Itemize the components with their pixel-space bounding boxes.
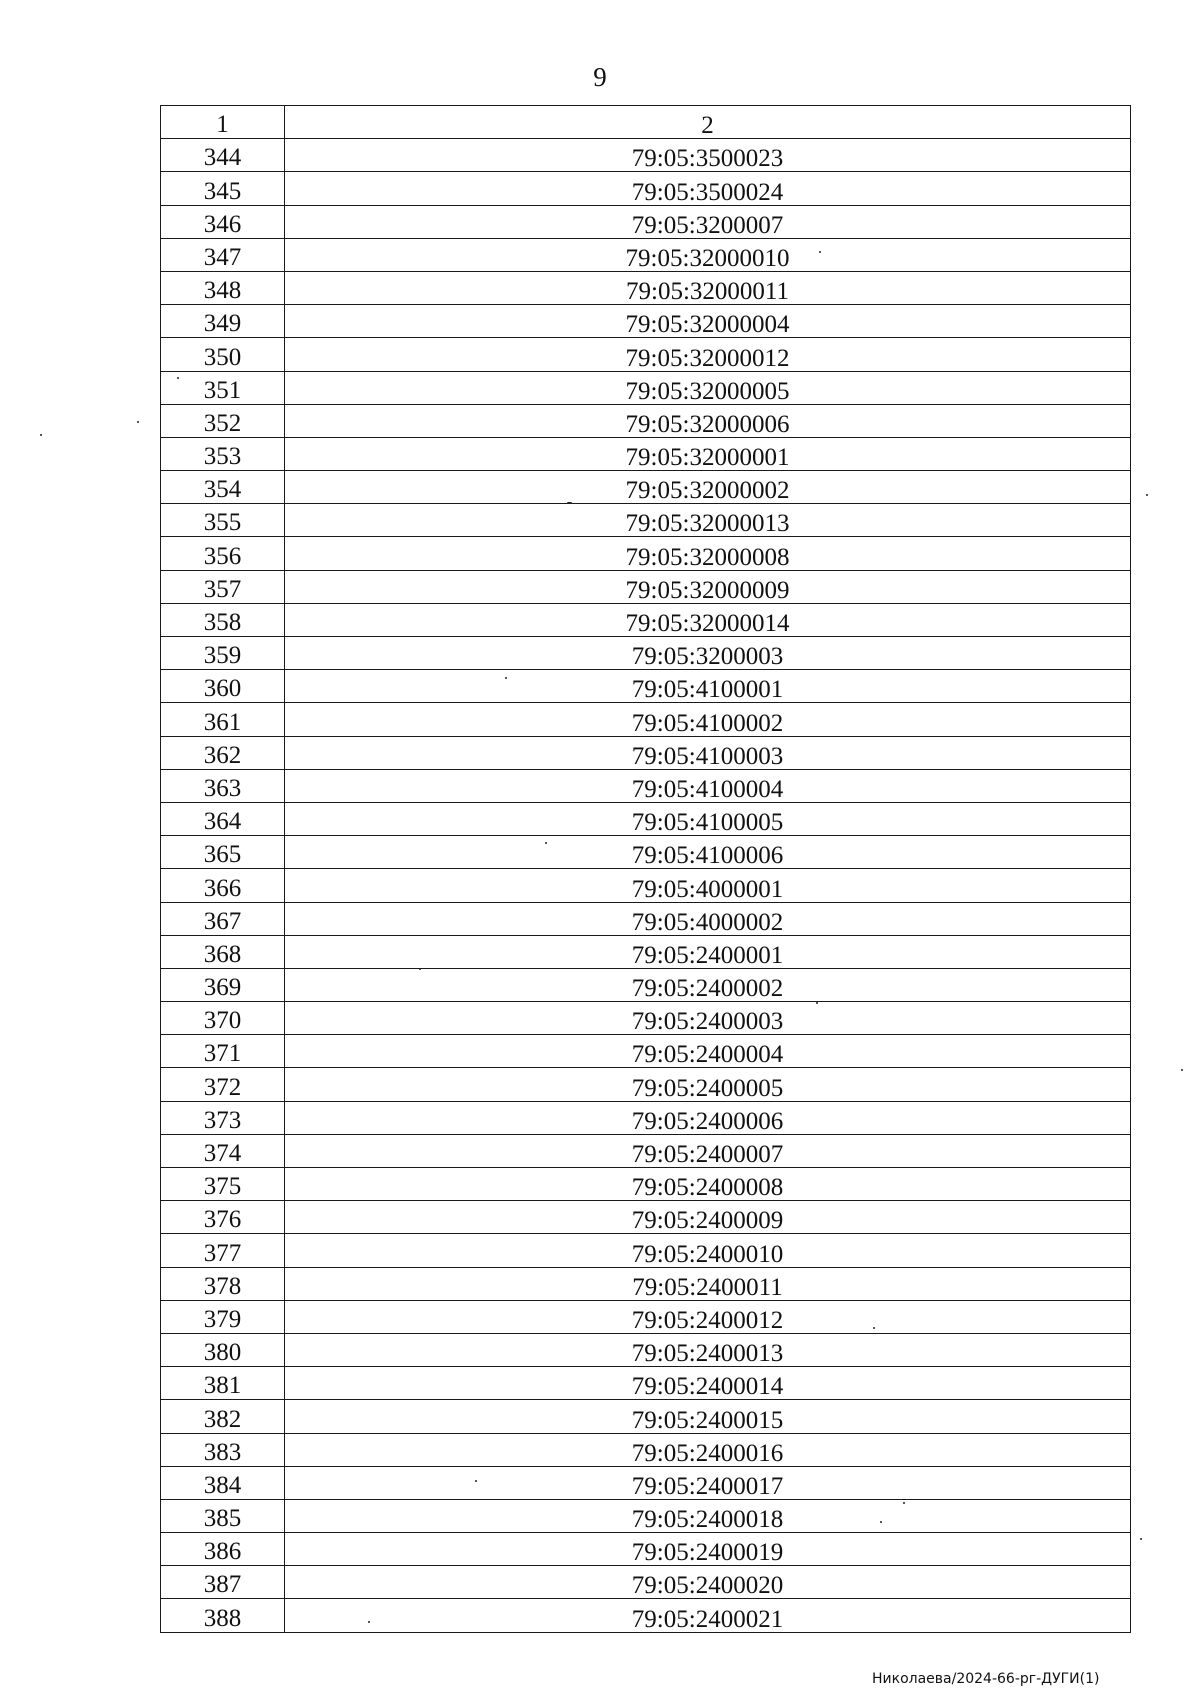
row-number-cell: 371 <box>161 1035 285 1068</box>
row-number-cell: 377 <box>161 1234 285 1267</box>
cadastral-number-cell: 79:05:4000002 <box>285 902 1131 935</box>
table-row <box>161 1333 1131 1366</box>
table-row <box>161 1533 1131 1566</box>
cadastral-number-cell: 79:05:2400003 <box>285 1002 1131 1035</box>
table-row <box>161 703 1131 736</box>
cadastral-number-cell: 79:05:2400019 <box>285 1533 1131 1566</box>
cadastral-table <box>160 105 1131 1633</box>
table-row <box>161 172 1131 205</box>
table-row <box>161 902 1131 935</box>
scan-speck <box>1181 1069 1183 1071</box>
cadastral-number-cell: 79:05:32000012 <box>285 338 1131 371</box>
table-row <box>161 1234 1131 1267</box>
row-number-cell: 374 <box>161 1134 285 1167</box>
cadastral-number-cell: 79:05:3200003 <box>285 637 1131 670</box>
table-row <box>161 238 1131 271</box>
table-row <box>161 1035 1131 1068</box>
table-row <box>161 1499 1131 1532</box>
cadastral-number-cell: 79:05:2400007 <box>285 1134 1131 1167</box>
cadastral-number-cell: 79:05:2400020 <box>285 1566 1131 1599</box>
table-row <box>161 471 1131 504</box>
table-row <box>161 404 1131 437</box>
table-row <box>161 139 1131 172</box>
scan-speck <box>1146 494 1148 496</box>
table-row <box>161 968 1131 1001</box>
cadastral-number-cell: 79:05:2400009 <box>285 1201 1131 1234</box>
row-number-cell: 350 <box>161 338 285 371</box>
row-number-cell: 353 <box>161 437 285 470</box>
scan-speck <box>40 434 42 436</box>
cadastral-number-cell: 79:05:32000004 <box>285 305 1131 338</box>
cadastral-number-cell: 79:05:3500024 <box>285 172 1131 205</box>
table-row <box>161 1267 1131 1300</box>
table-row <box>161 205 1131 238</box>
row-number-cell: 368 <box>161 935 285 968</box>
cadastral-number-cell: 79:05:32000013 <box>285 504 1131 537</box>
page-number: 9 <box>593 62 607 92</box>
cadastral-number-cell: 79:05:2400014 <box>285 1367 1131 1400</box>
scan-speck <box>137 421 139 423</box>
cadastral-number-cell: 79:05:2400021 <box>285 1599 1131 1632</box>
cadastral-number-cell: 79:05:4100006 <box>285 836 1131 869</box>
scan-speck <box>567 502 572 504</box>
table-row <box>161 570 1131 603</box>
row-number-cell: 375 <box>161 1168 285 1201</box>
cadastral-number-cell: 79:05:2400001 <box>285 935 1131 968</box>
cadastral-number-cell: 79:05:2400008 <box>285 1168 1131 1201</box>
cadastral-number-cell: 79:05:4100002 <box>285 703 1131 736</box>
row-number-cell: 357 <box>161 570 285 603</box>
table-row <box>161 1433 1131 1466</box>
scan-speck <box>505 677 507 679</box>
cadastral-number-cell: 79:05:4100004 <box>285 769 1131 802</box>
row-number-cell: 362 <box>161 736 285 769</box>
table-row <box>161 537 1131 570</box>
table-row <box>161 1134 1131 1167</box>
row-number-cell: 376 <box>161 1201 285 1234</box>
row-number-cell: 378 <box>161 1267 285 1300</box>
row-number-cell: 352 <box>161 404 285 437</box>
row-number-cell: 382 <box>161 1400 285 1433</box>
row-number-cell: 351 <box>161 371 285 404</box>
cadastral-number-cell: 79:05:4000001 <box>285 869 1131 902</box>
table-row <box>161 1068 1131 1101</box>
table-row <box>161 802 1131 835</box>
row-number-cell: 367 <box>161 902 285 935</box>
table-row <box>161 1201 1131 1234</box>
cadastral-number-cell: 79:05:4100005 <box>285 802 1131 835</box>
scan-speck <box>545 842 547 844</box>
scan-speck <box>880 1521 882 1523</box>
table-row <box>161 1101 1131 1134</box>
cadastral-number-cell: 79:05:4100003 <box>285 736 1131 769</box>
row-number-cell: 346 <box>161 205 285 238</box>
table-row <box>161 1367 1131 1400</box>
row-number-cell: 360 <box>161 670 285 703</box>
row-number-cell: 379 <box>161 1300 285 1333</box>
table-row <box>161 637 1131 670</box>
scan-speck <box>475 1480 477 1482</box>
cadastral-number-cell: 79:05:3200007 <box>285 205 1131 238</box>
table-row <box>161 371 1131 404</box>
table-row <box>161 271 1131 304</box>
cadastral-number-cell: 79:05:2400002 <box>285 968 1131 1001</box>
row-number-cell: 366 <box>161 869 285 902</box>
cadastral-number-cell: 79:05:32000011 <box>285 271 1131 304</box>
table-body <box>161 139 1131 1632</box>
scan-speck <box>177 377 179 379</box>
row-number-cell: 359 <box>161 637 285 670</box>
scan-speck <box>368 1621 370 1623</box>
cadastral-number-cell: 79:05:2400004 <box>285 1035 1131 1068</box>
cadastral-number-cell: 79:05:2400005 <box>285 1068 1131 1101</box>
row-number-cell: 344 <box>161 139 285 172</box>
scan-speck <box>903 1502 905 1504</box>
row-number-cell: 345 <box>161 172 285 205</box>
row-number-cell: 373 <box>161 1101 285 1134</box>
table-row <box>161 1566 1131 1599</box>
table-row <box>161 504 1131 537</box>
cadastral-number-cell: 79:05:2400012 <box>285 1300 1131 1333</box>
row-number-cell: 354 <box>161 471 285 504</box>
cadastral-number-cell: 79:05:2400016 <box>285 1433 1131 1466</box>
cadastral-number-cell: 79:05:2400011 <box>285 1267 1131 1300</box>
cadastral-number-cell: 79:05:2400010 <box>285 1234 1131 1267</box>
row-number-cell: 385 <box>161 1499 285 1532</box>
scan-speck <box>816 1002 818 1004</box>
table-row <box>161 1002 1131 1035</box>
row-number-cell: 383 <box>161 1433 285 1466</box>
row-number-cell: 364 <box>161 802 285 835</box>
cadastral-number-cell: 79:05:32000002 <box>285 471 1131 504</box>
cadastral-number-cell: 79:05:2400006 <box>285 1101 1131 1134</box>
table-row <box>161 869 1131 902</box>
row-number-cell: 388 <box>161 1599 285 1632</box>
cadastral-number-cell: 79:05:32000014 <box>285 603 1131 636</box>
table-row <box>161 338 1131 371</box>
cadastral-number-cell: 79:05:2400015 <box>285 1400 1131 1433</box>
row-number-cell: 348 <box>161 271 285 304</box>
scan-speck <box>819 251 821 253</box>
row-number-cell: 349 <box>161 305 285 338</box>
table-row <box>161 1300 1131 1333</box>
table-row <box>161 437 1131 470</box>
cadastral-number-cell: 79:05:3500023 <box>285 139 1131 172</box>
row-number-cell: 384 <box>161 1466 285 1499</box>
column-header-number: 1 <box>161 106 285 139</box>
header-row <box>161 106 1131 139</box>
cadastral-number-cell: 79:05:2400017 <box>285 1466 1131 1499</box>
table-row <box>161 603 1131 636</box>
row-number-cell: 363 <box>161 769 285 802</box>
cadastral-number-cell: 79:05:32000008 <box>285 537 1131 570</box>
row-number-cell: 381 <box>161 1367 285 1400</box>
scan-speck <box>419 968 421 970</box>
table-row <box>161 1599 1131 1632</box>
column-header-code: 2 <box>285 106 1131 139</box>
table-row <box>161 1466 1131 1499</box>
table-row <box>161 836 1131 869</box>
cadastral-number-cell: 79:05:32000010 <box>285 238 1131 271</box>
row-number-cell: 370 <box>161 1002 285 1035</box>
table-row <box>161 736 1131 769</box>
scan-speck <box>873 1327 875 1329</box>
row-number-cell: 358 <box>161 603 285 636</box>
row-number-cell: 372 <box>161 1068 285 1101</box>
cadastral-number-cell: 79:05:32000001 <box>285 437 1131 470</box>
table-row <box>161 935 1131 968</box>
table-row <box>161 305 1131 338</box>
row-number-cell: 361 <box>161 703 285 736</box>
table-row <box>161 670 1131 703</box>
document-footer-reference: Николаева/2024-66-рг-ДУГИ(1) <box>872 1671 1100 1687</box>
cadastral-number-cell: 79:05:32000006 <box>285 404 1131 437</box>
table-row <box>161 769 1131 802</box>
row-number-cell: 355 <box>161 504 285 537</box>
cadastral-number-cell: 79:05:32000005 <box>285 371 1131 404</box>
table-row <box>161 1400 1131 1433</box>
table-header <box>161 106 1131 139</box>
row-number-cell: 380 <box>161 1333 285 1366</box>
cadastral-number-cell: 79:05:2400018 <box>285 1499 1131 1532</box>
row-number-cell: 347 <box>161 238 285 271</box>
row-number-cell: 386 <box>161 1533 285 1566</box>
cadastral-number-cell: 79:05:2400013 <box>285 1333 1131 1366</box>
row-number-cell: 387 <box>161 1566 285 1599</box>
cadastral-number-cell: 79:05:4100001 <box>285 670 1131 703</box>
row-number-cell: 365 <box>161 836 285 869</box>
row-number-cell: 369 <box>161 968 285 1001</box>
cadastral-number-cell: 79:05:32000009 <box>285 570 1131 603</box>
table-row <box>161 1168 1131 1201</box>
scan-speck <box>1140 1538 1142 1540</box>
row-number-cell: 356 <box>161 537 285 570</box>
